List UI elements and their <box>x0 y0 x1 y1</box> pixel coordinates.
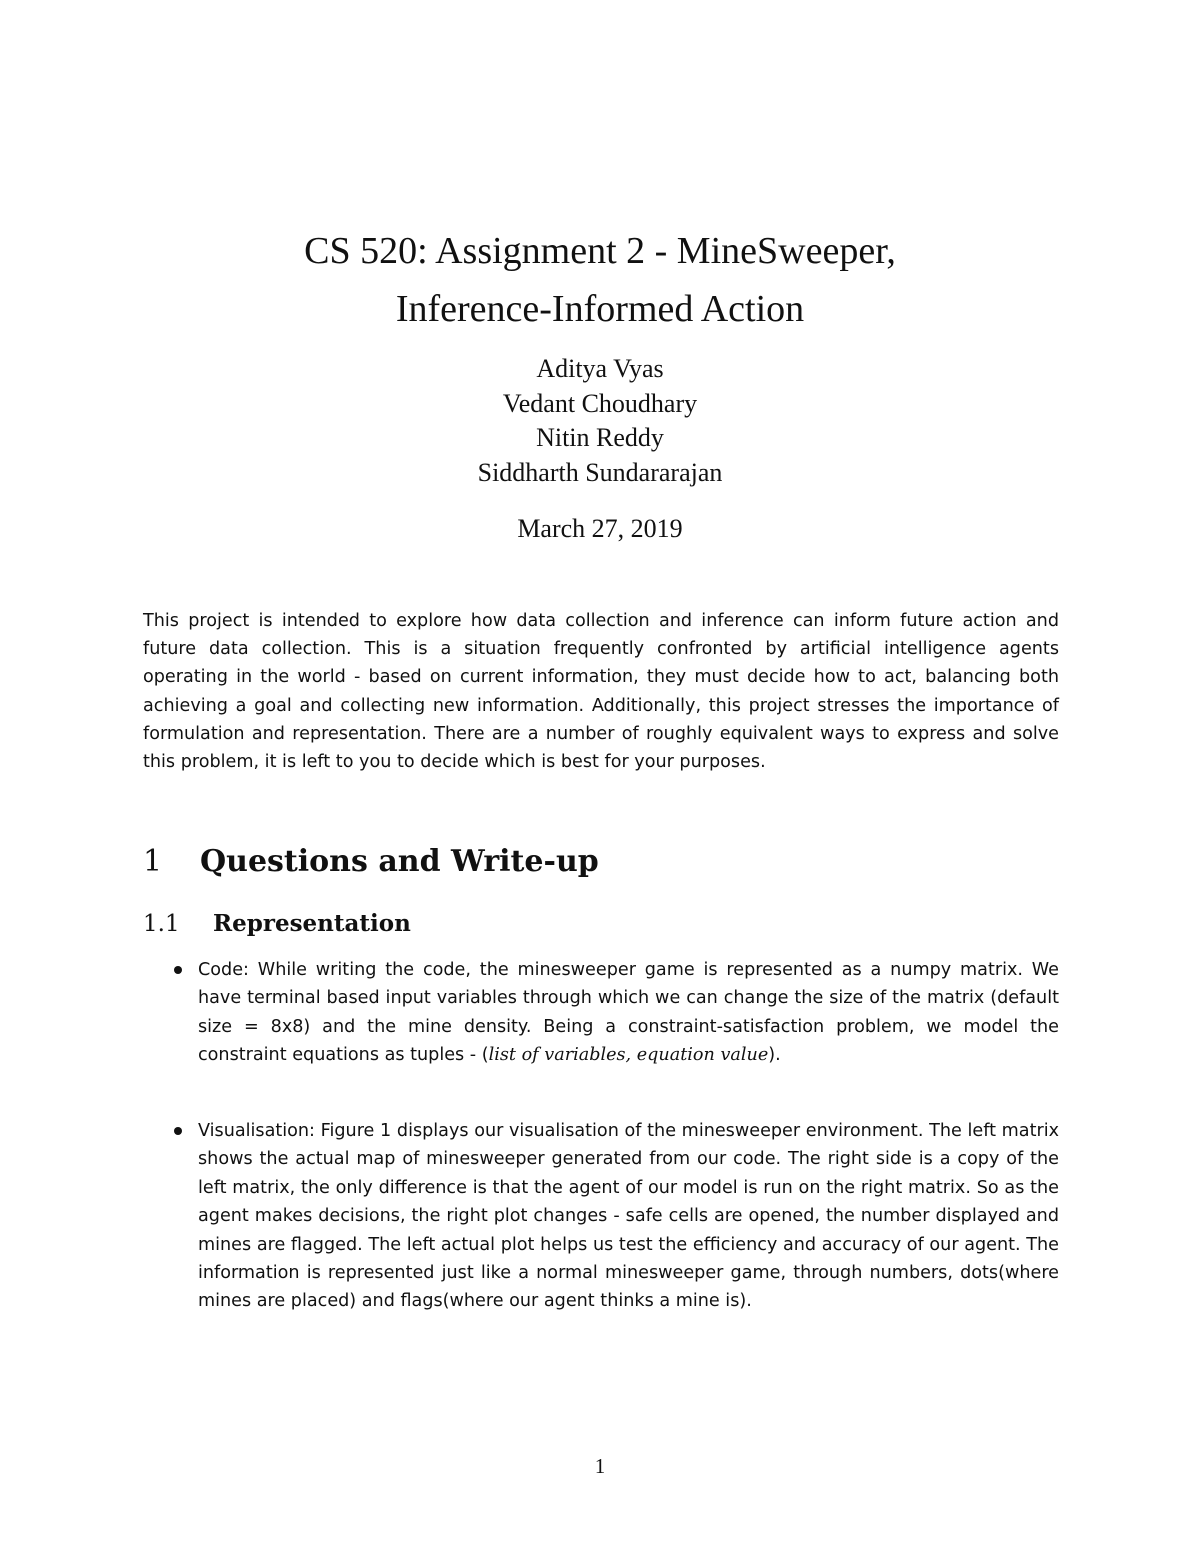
subsection-number: 1.1 <box>143 911 180 937</box>
item-text-end: ). <box>768 1045 781 1066</box>
list-item-visualisation: Visualisation: Figure 1 displays our visualisation of the minesweeper environment. The left matrix shows the actual map of minesweeper generated from our code. The right side is a copy of the left matrix, the only difference is that the agent of our model is run on the right matrix. So as the agent makes decisions, the right plot changes - safe cells are opened, the number displayed and mines are flagged. The left actual plot helps us test the efficiency and accuracy of our agent. The information is represented just like a normal minesweeper game, through numbers, dots(where mines are placed) and flags(where our agent thinks a mine is). <box>198 1121 1059 1312</box>
paper-title <box>0 222 1200 338</box>
author-name: Vedant Choudhary <box>502 388 698 418</box>
paper-date: March 27, 2019 <box>517 514 683 543</box>
list-item-code <box>198 956 1059 1070</box>
item-text: Code: While writing the code, the minesweeper game is represented as a numpy matrix. We have terminal based input variables through which we can change the size of the matrix (default size = 8x8) and the mine density. Being a constraint-satisfaction problem, we model the constraint equations as tuples - ( <box>198 960 1059 1066</box>
section-title: Questions and Write-up <box>200 844 599 879</box>
bullet-icon <box>174 1127 182 1135</box>
author-name: Siddharth Sundararajan <box>477 457 723 487</box>
section-number: 1 <box>143 844 163 879</box>
section-heading <box>143 842 599 882</box>
page-number: 1 <box>594 1454 606 1478</box>
title-line-1: CS 520: Assignment 2 - MineSweeper, <box>304 230 896 272</box>
author-name: Aditya Vyas <box>536 354 664 383</box>
author-name: Nitin Reddy <box>536 423 664 452</box>
bullet-icon <box>174 966 182 974</box>
item-italic-text: list of variables, equation value <box>488 1045 769 1066</box>
abstract-paragraph: This project is intended to explore how data collection and inference can inform future action and future data collection. This is a situation frequently confronted by artificial intelligence agents operating in the world - based on current information, they must decide how to act, balancing both achieving a goal and collecting new information. Additionally, this project stresses the importance of formulation and representation. There are a number of roughly equivalent ways to express and solve this problem, it is left to you to decide which is best for your purposes. <box>143 611 1059 773</box>
title-line-2: Inference-Informed Action <box>395 288 805 330</box>
subsection-heading <box>143 907 411 941</box>
author-list <box>0 352 1200 490</box>
subsection-title: Representation <box>213 910 411 937</box>
